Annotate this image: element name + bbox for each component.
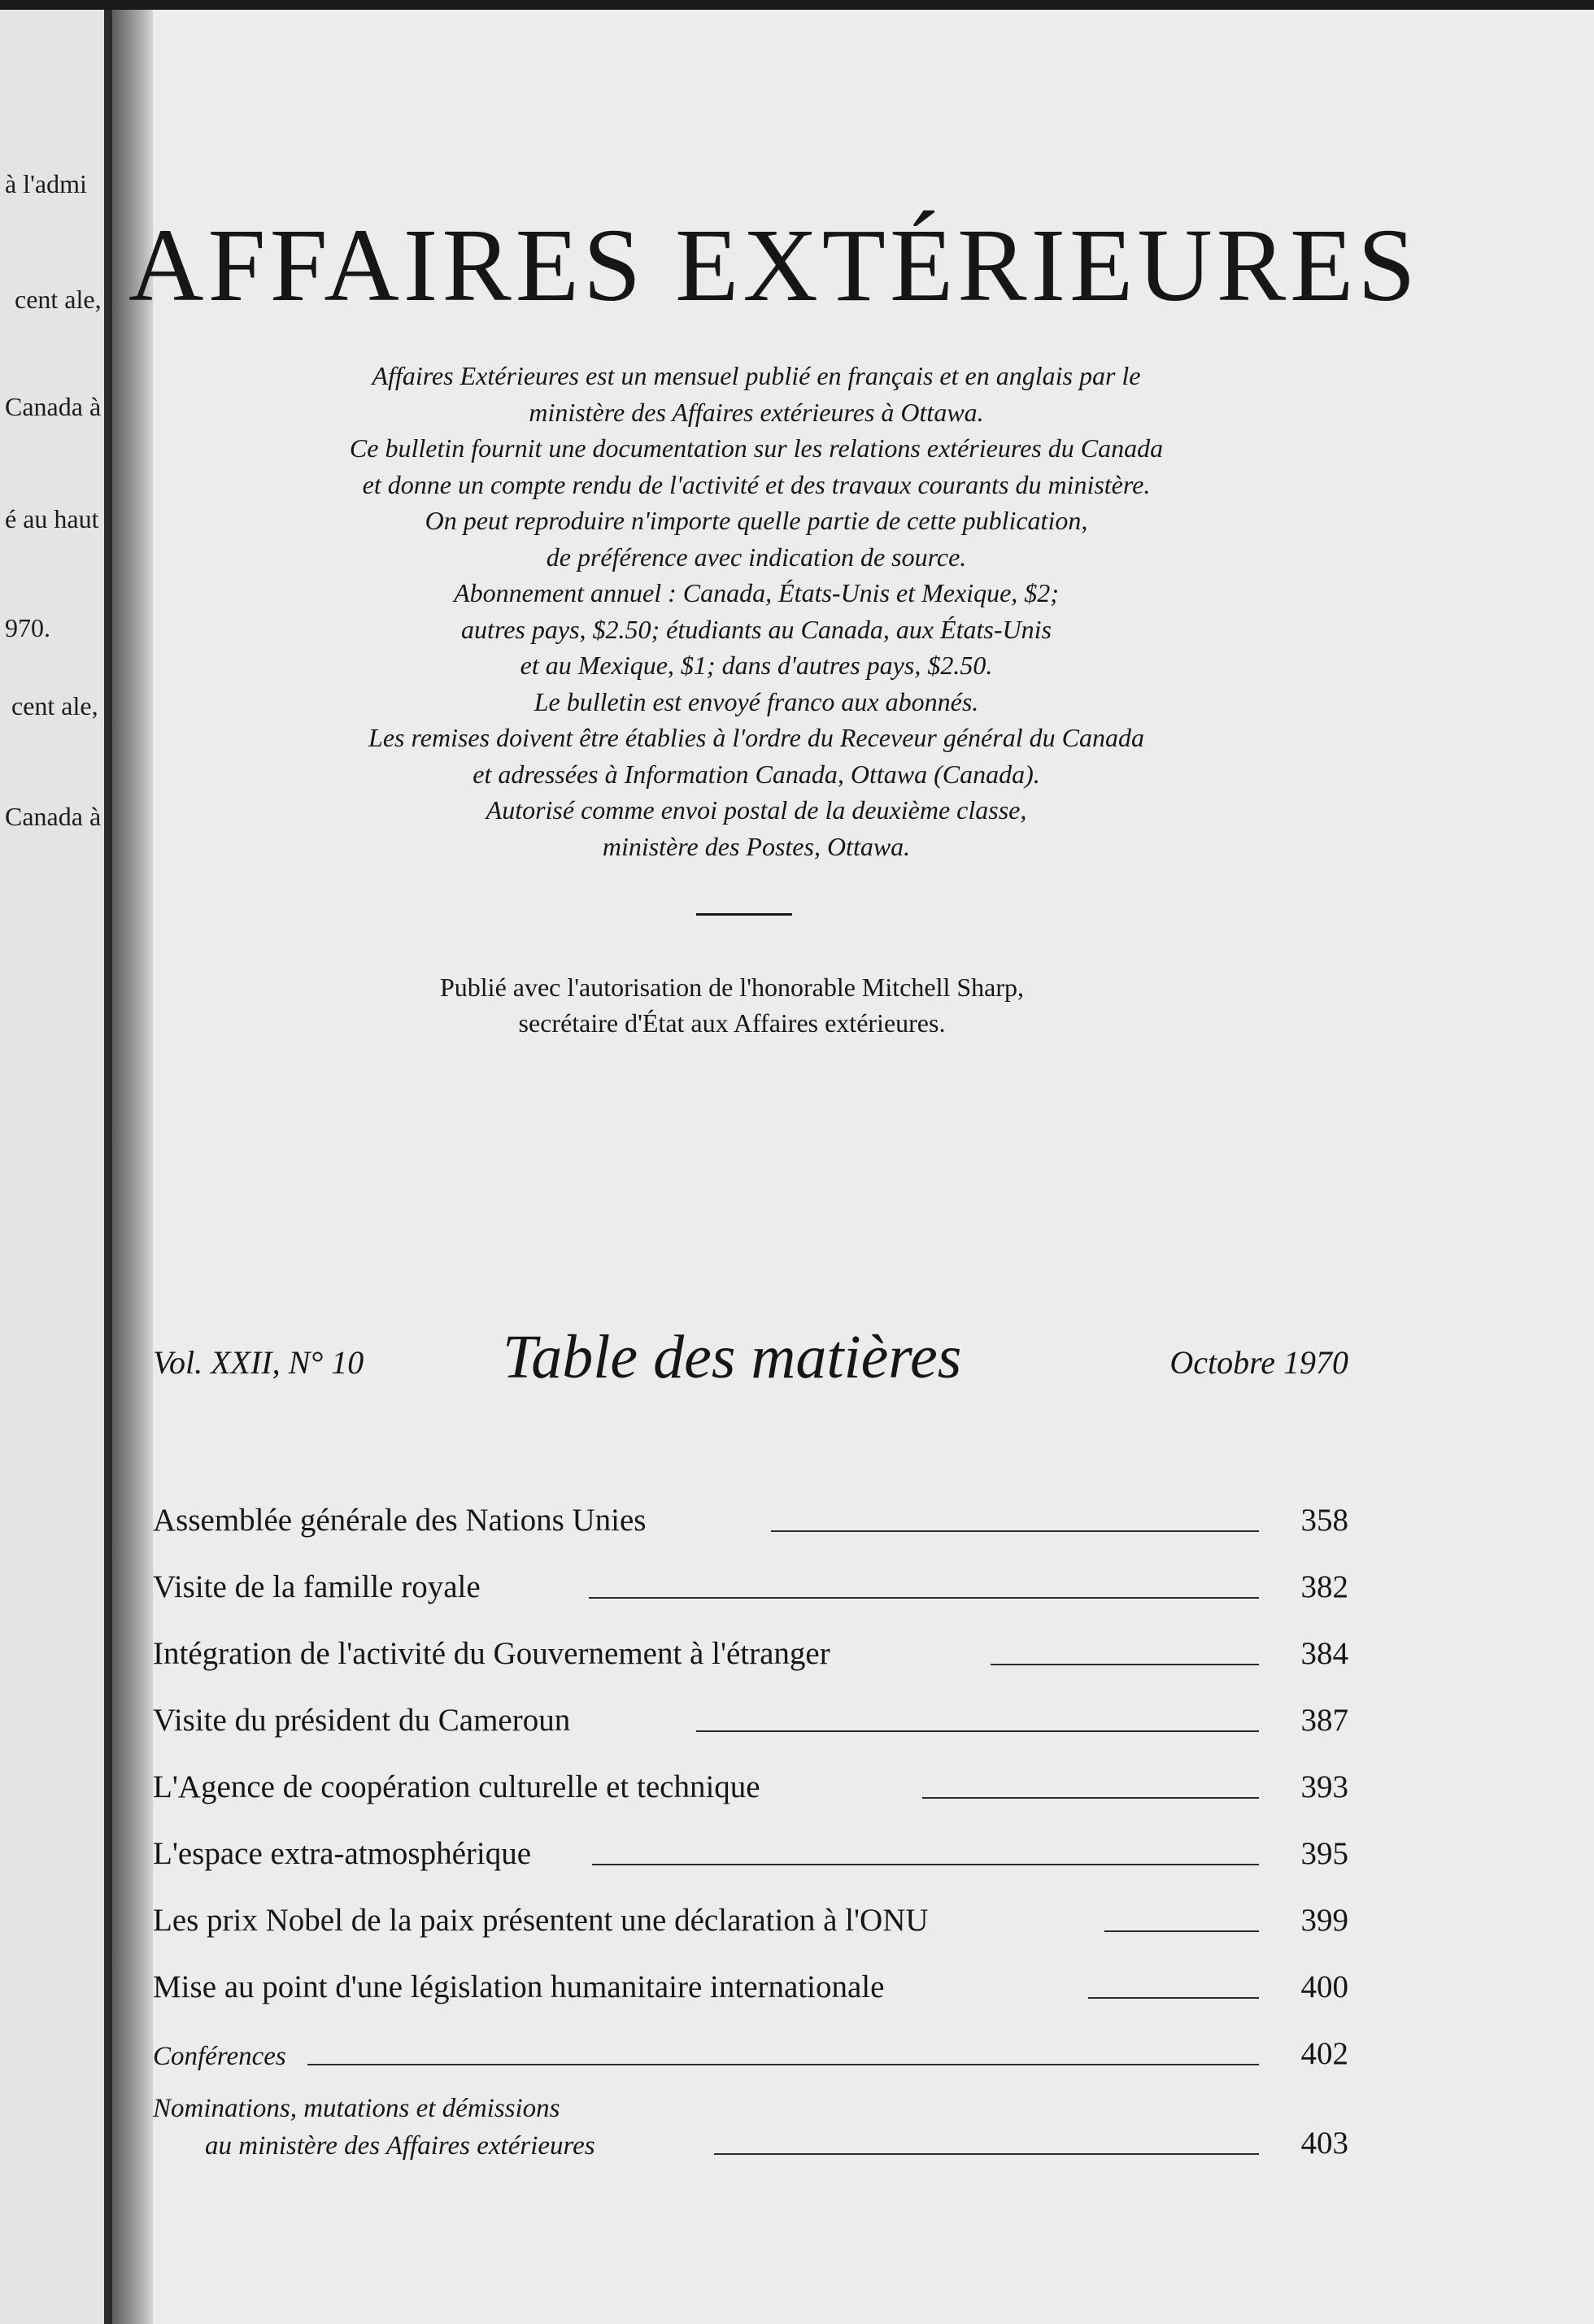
toc-entry [153, 1896, 1348, 1945]
toc-entry [153, 1830, 1348, 1878]
toc-entry-title: Les prix Nobel de la paix présentent une déclaration à l'ONU [153, 1903, 929, 1938]
toc-entry-title: Visite de la famille royale [153, 1569, 481, 1604]
toc-entry [153, 1763, 1348, 1812]
top-edge-rule [0, 0, 1594, 10]
toc-entry-page: 399 [1300, 1903, 1348, 1938]
toc-entry-title: L'Agence de coopération culturelle et technique [153, 1769, 760, 1804]
facing-page-text: Canada à [5, 802, 102, 831]
toc-entry-title-continuation: au ministère des Affaires extérieures [205, 2131, 595, 2161]
toc-entry-title [153, 2090, 595, 2165]
toc-entry-title: Assemblée générale des Nations Unies [153, 1503, 647, 1538]
toc-entry-page: 382 [1300, 1569, 1348, 1604]
dot-leader [991, 1664, 1259, 1665]
authorization-line: Publié avec l'autorisation de l'honorable Mitchell Sharp, [439, 973, 1024, 1002]
toc-entry-title: Intégration de l'activité du Gouvernement à l'étranger [153, 1636, 830, 1671]
toc-entry [153, 1630, 1348, 1678]
notice-line: Autorisé comme envoi postal de la deuxième classe, [486, 795, 1027, 825]
toc-entry-title-line: Nominations, mutations et démissions [153, 2094, 560, 2123]
toc-entry [153, 1496, 1348, 1545]
dot-leader [307, 2064, 1259, 2065]
dot-leader [1104, 1930, 1259, 1932]
notice-line: Affaires Extérieures est un mensuel publié en français et en anglais par le [372, 361, 1141, 390]
toc-entry [153, 2030, 1348, 2078]
authorization-note [268, 969, 1196, 1041]
publication-notice [187, 358, 1326, 864]
notice-line: ministère des Affaires extérieures à Ottawa. [529, 397, 984, 427]
toc-entry-page: 393 [1300, 1769, 1348, 1804]
facing-page-text: Canada à [5, 392, 102, 421]
toc-entry-title: Visite du président du Cameroun [153, 1703, 571, 1738]
toc-entry-title: Mise au point d'une législation humanitaire internationale [153, 1969, 885, 2004]
toc-entry [153, 2087, 1348, 2168]
notice-line: Ce bulletin fournit une documentation sur les relations extérieures du Canada [349, 433, 1164, 463]
toc-entry-page: 403 [1300, 2126, 1348, 2161]
notice-line: et adressées à Information Canada, Ottawa (Canada). [473, 759, 1040, 789]
toc-entry-page: 387 [1300, 1703, 1348, 1738]
dot-leader [592, 1864, 1259, 1865]
notice-line: autres pays, $2.50; étudiants au Canada, aux États-Unis [461, 614, 1052, 644]
facing-page-text: cent ale, [15, 285, 102, 314]
toc-entry-page: 400 [1300, 1969, 1348, 2004]
notice-line: de préférence avec indication de source. [546, 542, 967, 572]
toc-heading: Table des matières [503, 1323, 962, 1391]
toc-entry-title: L'espace extra-atmosphérique [153, 1836, 532, 1871]
page-gutter-shadow [112, 10, 153, 2324]
dot-leader [714, 2153, 1259, 2155]
toc-entry-title: Conférences [153, 2042, 286, 2071]
toc-entry-page: 384 [1300, 1636, 1348, 1671]
binding-edge [104, 10, 112, 2324]
dot-leader [1088, 1997, 1259, 1999]
issue-header [153, 1322, 1348, 1404]
facing-page-text: cent ale, [11, 691, 98, 720]
toc-entry-page: 402 [1300, 2036, 1348, 2071]
facing-page-text: à l'admi [5, 169, 87, 198]
notice-line: et donne un compte rendu de l'activité et des travaux courants du ministère. [362, 469, 1151, 499]
volume-number: Vol. XXII, N° 10 [153, 1344, 364, 1381]
dot-leader [922, 1797, 1259, 1799]
section-divider [696, 913, 792, 916]
notice-line: On peut reproduire n'importe quelle partie de cette publication, [425, 506, 1088, 535]
issue-date: Octobre 1970 [1169, 1344, 1348, 1381]
toc-entry [153, 1563, 1348, 1612]
facing-page-text: é au haut [5, 504, 99, 533]
notice-line: et au Mexique, $1; dans d'autres pays, $2.50. [520, 651, 993, 680]
dot-leader [696, 1730, 1259, 1732]
facing-page-fragment [0, 10, 104, 2324]
masthead-title: AFFAIRES EXTÉRIEURES [128, 207, 1420, 323]
facing-page-text: 970. [5, 613, 50, 642]
toc-entry-page: 358 [1300, 1503, 1348, 1538]
notice-line: Abonnement annuel : Canada, États-Unis et Mexique, $2; [454, 578, 1059, 607]
notice-line: ministère des Postes, Ottawa. [602, 831, 911, 861]
toc-entry [153, 1696, 1348, 1745]
dot-leader [589, 1597, 1259, 1599]
authorization-line: secrétaire d'État aux Affaires extérieures. [518, 1008, 946, 1038]
notice-line: Les remises doivent être établies à l'ordre du Receveur général du Canada [368, 723, 1144, 752]
toc-entry [153, 1963, 1348, 2012]
dot-leader [771, 1530, 1259, 1532]
toc-entry-page: 395 [1300, 1836, 1348, 1871]
notice-line: Le bulletin est envoyé franco aux abonnés. [534, 686, 979, 716]
